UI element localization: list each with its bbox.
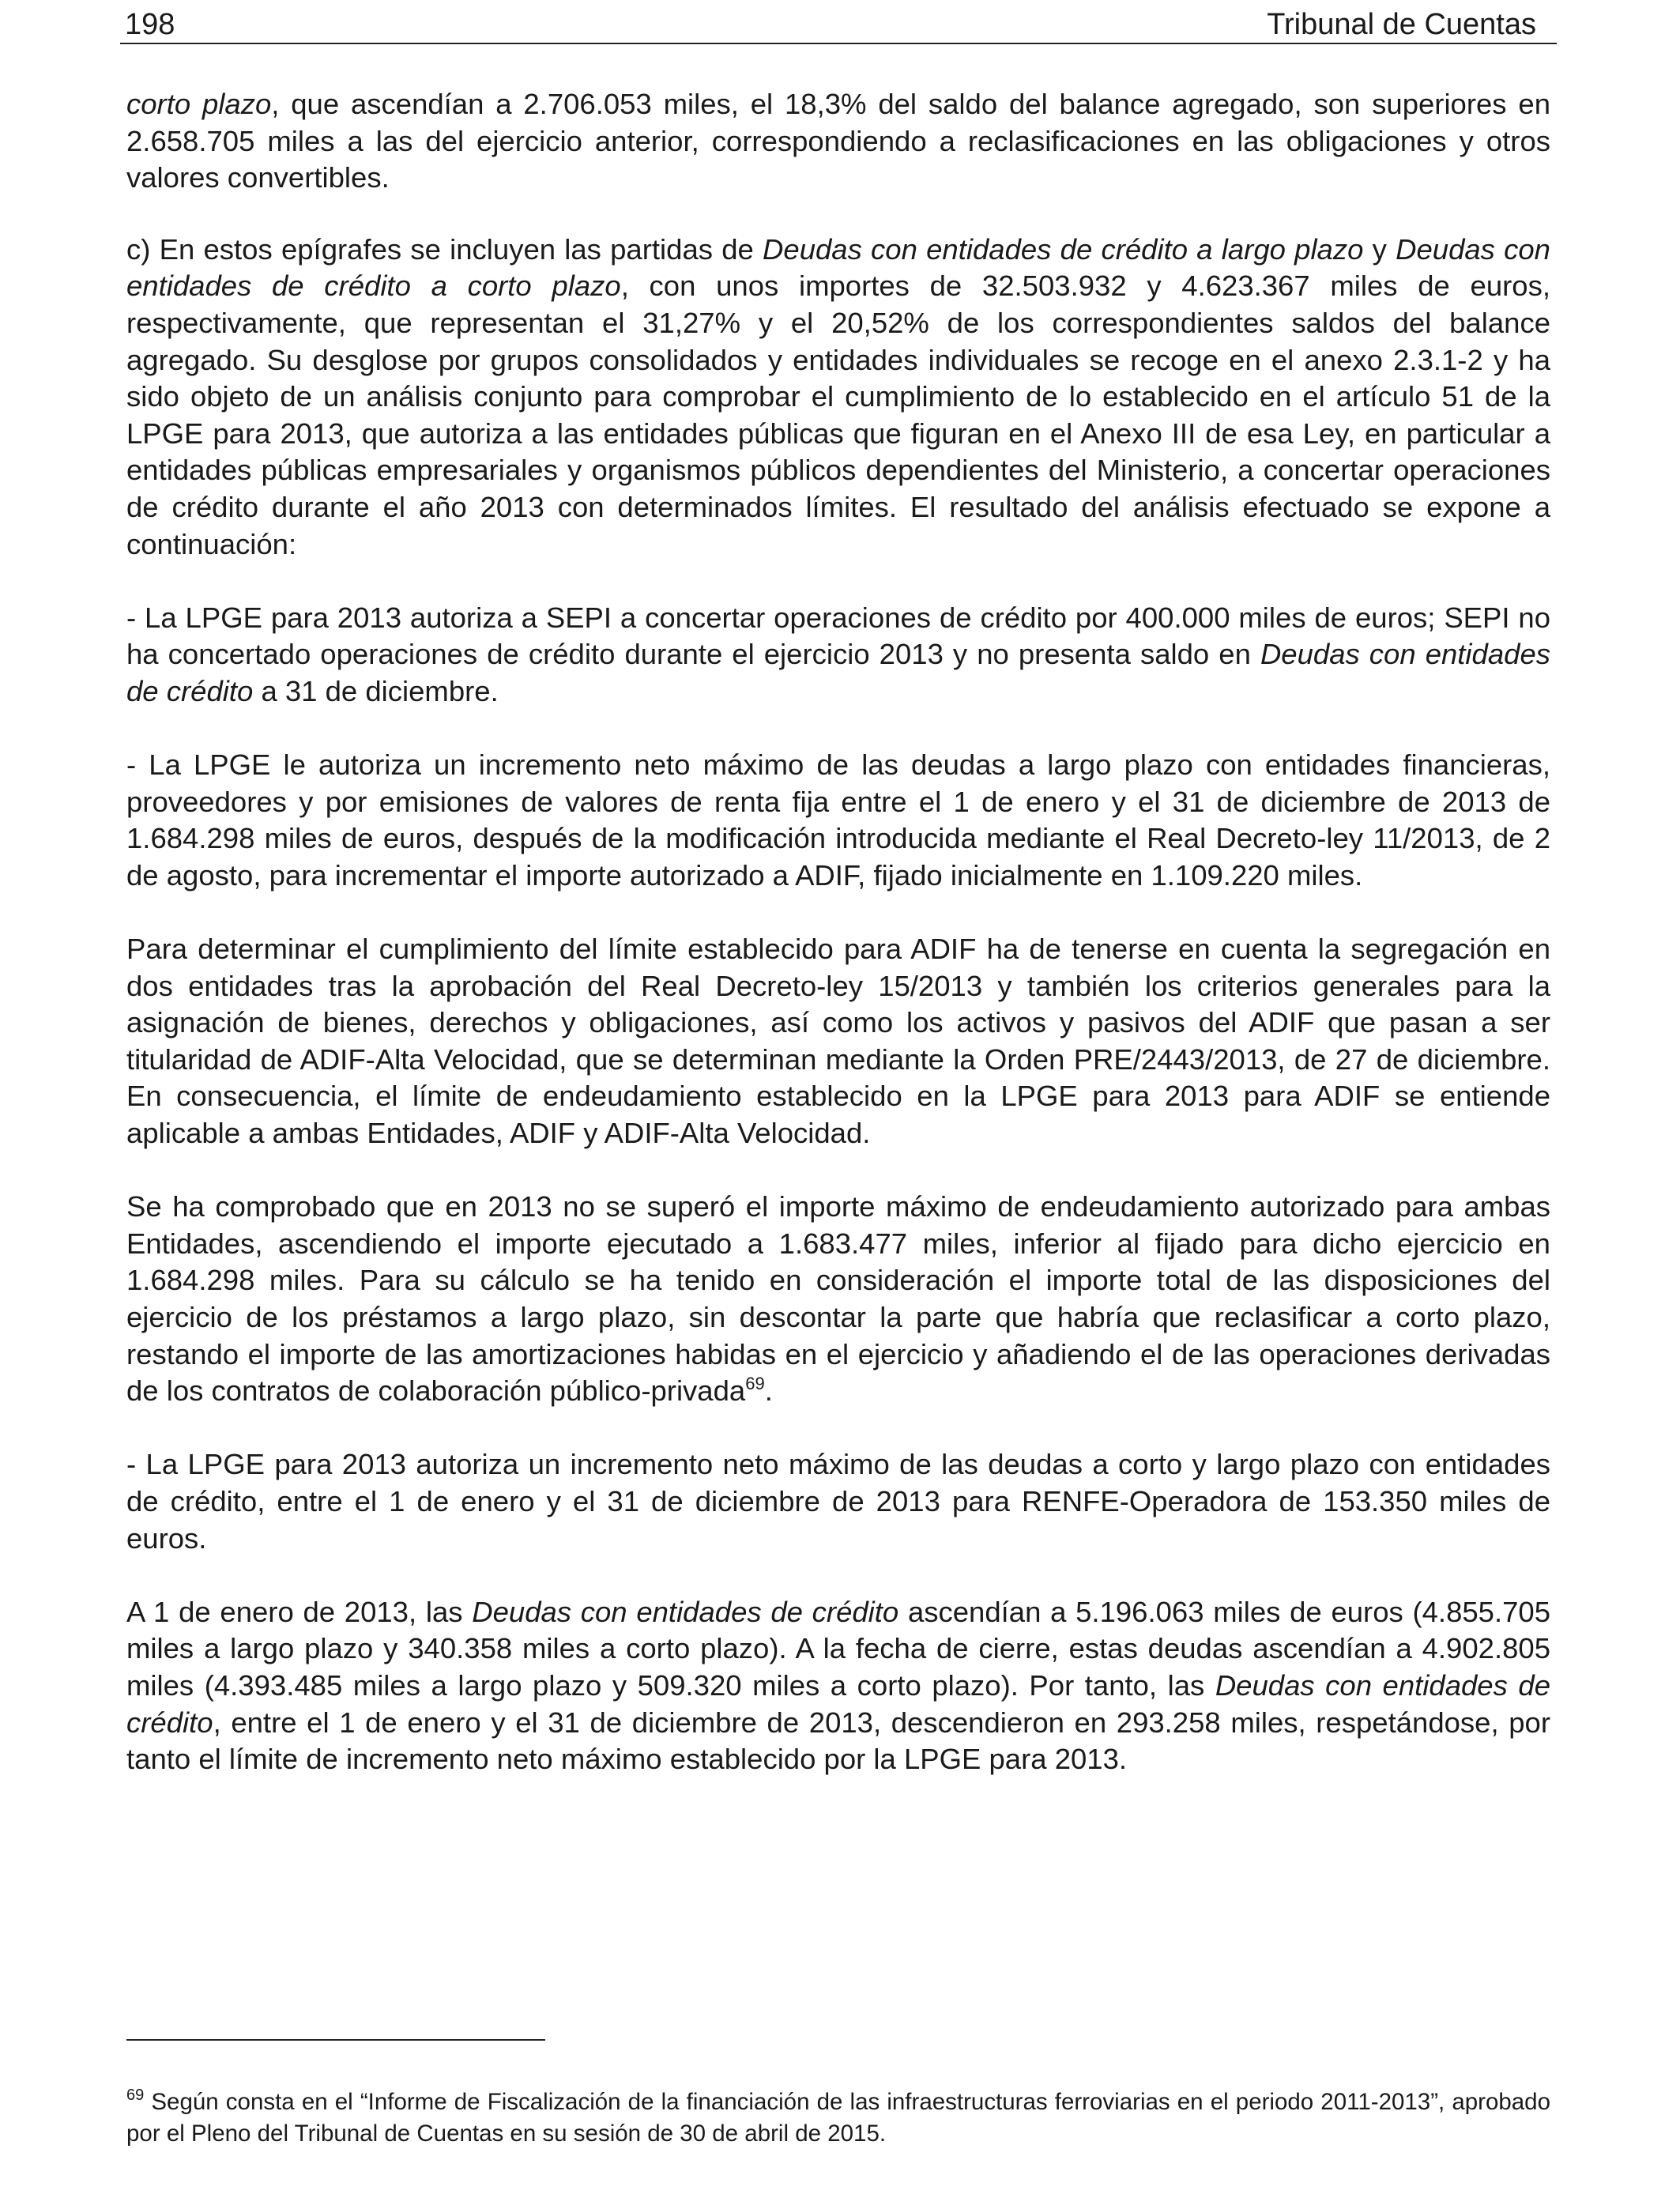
italic-term: Deudas con entidades de crédito bbox=[126, 638, 1550, 707]
page-number: 198 bbox=[125, 8, 175, 41]
paragraph-text: a 31 de diciembre. bbox=[253, 674, 499, 707]
paragraph-text: - La LPGE para 2013 autoriza un incremento neto máximo de las deudas a corto y largo plazo con entidades de crédito, entre el 1 de enero y el 31 de diciembre de 2013 para RENFE-Operadora de 153.350 miles de euros. bbox=[126, 1448, 1550, 1555]
paragraph-incremento-neto-largo-plazo bbox=[126, 747, 1550, 894]
running-title: Tribunal de Cuentas bbox=[1267, 8, 1536, 41]
paragraph-corto-plazo bbox=[126, 86, 1550, 197]
document-body bbox=[126, 86, 1550, 1815]
page-header bbox=[120, 6, 1557, 44]
footnote-separator bbox=[126, 2039, 545, 2041]
footnote bbox=[126, 2087, 1550, 2150]
footnote-text: Según consta en el “Informe de Fiscalización de la financiación de las infraestructuras ferroviarias en el periodo 2011-2013”, aprobado por el Pleno del Tribunal de Cuentas en su sesión de 30 de abril de 2015. bbox=[126, 2089, 1550, 2147]
paragraph-endeudamiento-comprobado bbox=[126, 1189, 1550, 1410]
paragraph-text: , entre el 1 de enero y el 31 de diciembre de 2013, descendieron en 293.258 miles, respetándose, por tanto el límite de incremento neto máximo establecido por la LPGE para 2013. bbox=[126, 1706, 1550, 1776]
paragraph-deudas-entidades-credito bbox=[126, 232, 1550, 563]
italic-term: Deudas con entidades de crédito a corto plazo bbox=[126, 232, 1550, 303]
paragraph-text: - La LPGE para 2013 autoriza a SEPI a concertar operaciones de crédito por 400.000 miles de euros; SEPI no ha concertado operaciones de crédito durante el ejercicio 2013 y no presenta saldo en bbox=[126, 601, 1550, 671]
paragraph-adif-segregacion bbox=[126, 931, 1550, 1152]
footnote-number: 69 bbox=[126, 2087, 145, 2104]
footnote-reference[interactable]: 69 bbox=[745, 1374, 765, 1394]
paragraph-deudas-cierre bbox=[126, 1594, 1550, 1778]
paragraph-text: A 1 de enero de 2013, las bbox=[126, 1595, 473, 1628]
paragraph-text: , que ascendían a 2.706.053 miles, el 18,3% del saldo del balance agregado, son superiores en 2.658.705 miles a las del ejercicio anterior, correspondiendo a reclasificaciones en las obligaciones y otros valores convertibles. bbox=[126, 88, 1550, 194]
italic-term: Deudas con entidades de crédito a largo plazo bbox=[763, 232, 1364, 266]
paragraph-text: ascendían a 5.196.063 miles de euros (4.855.705 miles a largo plazo y 340.358 miles a corto plazo). A la fecha de cierre, estas deudas ascendían a 4.902.805 miles (4.393.485 miles a largo plazo y 509.320 miles a corto plazo). Por tanto, las bbox=[126, 1595, 1551, 1702]
paragraph-sepi bbox=[126, 600, 1550, 711]
paragraph-text: , con unos importes de 32.503.932 y 4.623.367 miles de euros, respectivamente, que representan el 31,27% y el 20,52% de los correspondientes saldos del balance agregado. Su desglose por grupos consolidados y entidades individuales se recoge en el anexo 2.3.1-2 y ha sido objeto de un análisis conjunto para comprobar el cumplimiento de lo establecido en el artículo 51 de la LPGE para 2013, que autoriza a las entidades públicas que figuran en el Anexo III de esa Ley, en particular a entidades públicas empresariales y organismos públicos dependientes del Ministerio, a concertar operaciones de crédito durante el año 2013 con determinados límites. El resultado del análisis efectuado se expone a continuación: bbox=[126, 270, 1550, 560]
paragraph-renfe bbox=[126, 1446, 1550, 1557]
paragraph-text: Para determinar el cumplimiento del límite establecido para ADIF ha de tenerse en cuenta la segregación en dos entidades tras la aprobación del Real Decreto-ley 15/2013 y también los criterios generales para la asignación de bienes, derechos y obligaciones, así como los activos y pasivos del ADIF que pasan a ser titularidad de ADIF-Alta Velocidad, que se determinan mediante la Orden PRE/2443/2013, de 27 de diciembre. En consecuencia, el límite de endeudamiento establecido en la LPGE para 2013 para ADIF se entiende aplicable a ambas Entidades, ADIF y ADIF-Alta Velocidad. bbox=[126, 933, 1550, 1150]
paragraph-text: - La LPGE le autoriza un incremento neto máximo de las deudas a largo plazo con entidades financieras, proveedores y por emisiones de valores de renta fija entre el 1 de enero y el 31 de diciembre de 2013 de 1.684.298 miles de euros, después de la modificación introducida mediante el Real Decreto-ley 11/2013, de 2 de agosto, para incrementar el importe autorizado a ADIF, fijado inicialmente en 1.109.220 miles. bbox=[126, 748, 1550, 892]
italic-term: corto plazo bbox=[126, 88, 272, 120]
paragraph-text: . bbox=[764, 1374, 773, 1408]
paragraph-text: Se ha comprobado que en 2013 no se superó el importe máximo de endeudamiento autorizado para ambas Entidades, ascendiendo el importe ejecutado a 1.683.477 miles, inferior al fijado para dicho ejercicio en 1.684.298 miles. Para su cálculo se ha tenido en consideración el importe total de las disposiciones del ejercicio de los préstamos a largo plazo, sin descontar la parte que habría que reclasificar a corto plazo, restando el importe de las amortizaciones habidas en el ejercicio y añadiendo el de las operaciones derivadas de los contratos de colaboración público-privada bbox=[126, 1190, 1550, 1408]
paragraph-text: y bbox=[1363, 232, 1396, 266]
italic-term: Deudas con entidades de crédito bbox=[126, 1668, 1550, 1739]
paragraph-text: c) En estos epígrafes se incluyen las partidas de bbox=[126, 232, 763, 266]
italic-term: Deudas con entidades de crédito bbox=[472, 1595, 899, 1628]
